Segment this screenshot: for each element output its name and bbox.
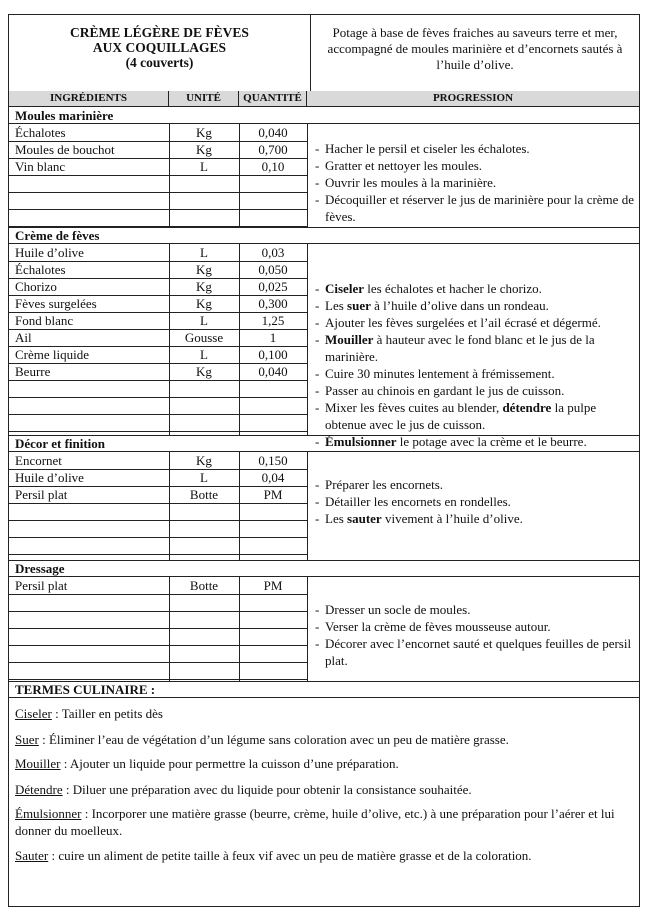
ingredient-row xyxy=(9,594,307,612)
progression-steps xyxy=(315,601,635,669)
ingredient-unit: Kg xyxy=(196,279,212,294)
progression-step xyxy=(315,191,635,225)
term-definition xyxy=(15,705,633,722)
ingredient-name: Ail xyxy=(15,330,32,345)
ingredient-unit: L xyxy=(200,245,208,260)
ingredient-name: Beurre xyxy=(15,364,51,379)
term-name: Sauter xyxy=(15,848,49,863)
ingredient-quantity: 0,025 xyxy=(258,279,288,294)
ingredient-row xyxy=(9,175,307,193)
term-definition xyxy=(15,781,633,798)
culinary-term: sauter xyxy=(347,511,382,526)
section-title: Crème de fèves xyxy=(9,227,639,244)
col-progression: PROGRESSION xyxy=(432,92,514,104)
ingredient-unit: Botte xyxy=(189,487,219,502)
ingredient-unit: Botte xyxy=(189,578,219,593)
ingredient-quantity: 0,050 xyxy=(258,262,288,277)
step-text: Hacher le persil et ciseler les échalotes. xyxy=(325,141,530,156)
term-text: cuire un aliment de petite taille à feux vif avec un peu de matière grasse et de la coloration. xyxy=(58,848,532,863)
culinary-term: suer xyxy=(347,298,371,313)
progression-step xyxy=(315,365,635,382)
ingredient-row xyxy=(9,346,307,364)
recipe-title-line2: AUX COQUILLAGES xyxy=(92,40,227,55)
ingredient-unit: L xyxy=(200,313,208,328)
ingredient-quantity: 0,04 xyxy=(261,470,285,485)
column-header-row xyxy=(9,91,639,107)
ingredient-row xyxy=(9,577,307,595)
term-definition xyxy=(15,755,633,772)
ingredient-name: Huile d’olive xyxy=(15,245,84,260)
progression-step xyxy=(315,331,635,365)
ingredient-unit: L xyxy=(200,347,208,362)
section-0 xyxy=(9,107,639,227)
term-separator: : xyxy=(60,756,70,771)
ingredient-row xyxy=(9,520,307,538)
ingredient-unit: Kg xyxy=(196,453,212,468)
ingredient-name: Vin blanc xyxy=(15,159,66,174)
column-divider xyxy=(307,244,308,435)
ingredient-unit: Kg xyxy=(196,262,212,277)
step-text: Les xyxy=(325,511,348,526)
terms-title: TERMES CULINAIRE : xyxy=(9,681,639,698)
ingredient-quantity: 0,100 xyxy=(258,347,288,362)
ingredient-unit: Kg xyxy=(196,364,212,379)
step-text: Détailler les encornets en rondelles. xyxy=(325,494,511,509)
recipe-title-line1: CRÈME LÉGÈRE DE FÈVES xyxy=(70,25,249,40)
term-text: Ajouter un liquide pour permettre la cuisson d’une préparation. xyxy=(69,756,399,771)
step-text: Ouvrir les moules à la marinière. xyxy=(325,175,497,190)
section-title: Dressage xyxy=(9,560,639,577)
progression-step xyxy=(315,618,635,635)
term-separator: : xyxy=(38,732,49,747)
col-unit: UNITÉ xyxy=(169,91,239,106)
term-separator: : xyxy=(62,782,73,797)
progression-step xyxy=(315,297,635,314)
ingredient-row xyxy=(9,662,307,680)
term-definition xyxy=(15,731,633,748)
column-divider xyxy=(307,577,308,681)
ingredient-name: Persil plat xyxy=(15,578,68,593)
section-title: Moules marinière xyxy=(9,107,639,124)
ingredient-name: Échalotes xyxy=(15,262,66,277)
recipe-description: Potage à base de fèves fraiches au saveurs terre et mer, accompagné de moules marinière et d’encornets sautés à l’huile d’olive. xyxy=(327,25,623,72)
ingredient-name: Fèves surgelées xyxy=(15,296,97,311)
ingredient-row xyxy=(9,397,307,415)
progression-step xyxy=(315,280,635,297)
recipe-sheet xyxy=(8,14,640,907)
ingredient-name: Huile d’olive xyxy=(15,470,84,485)
ingredient-row xyxy=(9,312,307,330)
progression-step xyxy=(315,314,635,331)
ingredient-row xyxy=(9,141,307,159)
ingredient-row xyxy=(9,209,307,227)
culinary-term: Ciseler xyxy=(325,281,364,296)
step-text: le potage avec la crème et le beurre. xyxy=(396,434,587,449)
step-text: les échalotes et hacher le chorizo. xyxy=(363,281,542,296)
ingredient-row xyxy=(9,278,307,296)
progression-step xyxy=(315,157,635,174)
recipe-title-block xyxy=(9,15,311,91)
section-3 xyxy=(9,560,639,681)
step-text: Mixer les fèves cuites au blender, xyxy=(325,400,503,415)
progression-steps xyxy=(315,476,635,527)
term-name: Mouiller xyxy=(15,756,61,771)
ingredient-quantity: PM xyxy=(263,487,283,502)
ingredient-row xyxy=(9,158,307,176)
ingredient-quantity: 0,040 xyxy=(258,364,288,379)
recipe-header xyxy=(9,15,639,92)
step-text: Décoquiller et réserver le jus de marinière pour la crème de fèves. xyxy=(325,192,634,224)
progression-step xyxy=(315,174,635,191)
ingredient-unit: Gousse xyxy=(184,330,224,345)
culinary-term: Mouiller xyxy=(325,332,374,347)
ingredient-quantity: 0,300 xyxy=(258,296,288,311)
culinary-term: Émulsionner xyxy=(325,434,397,449)
term-separator: : xyxy=(81,806,92,821)
term-text: Tailler en petits dès xyxy=(61,706,163,721)
ingredient-name: Crème liquide xyxy=(15,347,90,362)
ingredient-name: Échalotes xyxy=(15,125,66,140)
term-name: Ciseler xyxy=(15,706,52,721)
term-definition xyxy=(15,805,633,839)
column-divider xyxy=(307,124,308,227)
section-body xyxy=(9,577,639,682)
progression-step xyxy=(315,399,635,433)
col-ingredients: INGRÉDIENTS xyxy=(9,91,169,106)
term-name: Suer xyxy=(15,732,39,747)
ingredient-row xyxy=(9,295,307,313)
progression-step xyxy=(315,635,635,669)
step-text: Ajouter les fèves surgelées et l’ail écrasé et dégermé. xyxy=(325,315,601,330)
ingredient-quantity: 1 xyxy=(269,330,277,345)
ingredient-quantity: 0,150 xyxy=(258,453,288,468)
term-definition xyxy=(15,847,633,864)
progression-steps xyxy=(315,140,635,225)
ingredient-row xyxy=(9,645,307,663)
culinary-term: détendre xyxy=(502,400,552,415)
ingredient-quantity: PM xyxy=(263,578,283,593)
step-text: la pulpe obtenue avec le jus de cuisson. xyxy=(325,400,597,432)
ingredient-unit: Kg xyxy=(196,142,212,157)
ingredient-unit: L xyxy=(200,159,208,174)
step-text: Passer au chinois en gardant le jus de cuisson. xyxy=(325,383,565,398)
ingredient-row xyxy=(9,363,307,381)
ingredient-quantity: 0,10 xyxy=(261,159,285,174)
step-text: vivement à l’huile d’olive. xyxy=(381,511,523,526)
recipe-servings: (4 couverts) xyxy=(125,55,194,70)
ingredient-row xyxy=(9,503,307,521)
ingredient-name: Moules de bouchot xyxy=(15,142,115,157)
step-text: à hauteur avec le fond blanc et le jus de la marinière. xyxy=(325,332,595,364)
section-body xyxy=(9,124,639,228)
ingredient-row xyxy=(9,486,307,504)
ingredient-unit: Kg xyxy=(196,296,212,311)
progression-step xyxy=(315,140,635,157)
ingredient-quantity: 1,25 xyxy=(261,313,285,328)
step-text: Dresser un socle de moules. xyxy=(325,602,471,617)
ingredient-unit: L xyxy=(200,470,208,485)
ingredient-row xyxy=(9,380,307,398)
ingredient-row xyxy=(9,192,307,210)
term-text: Incorporer une matière grasse (beurre, crème, huile d’olive, etc.) à une préparation pour l’aérer et lui donner du moelleux. xyxy=(15,806,615,838)
step-text: à l’huile d’olive dans un rondeau. xyxy=(370,298,549,313)
ingredient-row xyxy=(9,244,307,262)
ingredient-row xyxy=(9,414,307,432)
term-separator: : xyxy=(48,848,59,863)
step-text: Les xyxy=(325,298,348,313)
ingredient-row xyxy=(9,261,307,279)
term-name: Détendre xyxy=(15,782,63,797)
term-name: Émulsionner xyxy=(15,806,82,821)
progression-step xyxy=(315,601,635,618)
ingredient-row xyxy=(9,452,307,470)
ingredient-row xyxy=(9,628,307,646)
ingredient-row xyxy=(9,469,307,487)
ingredient-row xyxy=(9,611,307,629)
step-text: Préparer les encornets. xyxy=(325,477,444,492)
ingredient-name: Persil plat xyxy=(15,487,68,502)
step-text: Décorer avec l’encornet sauté et quelques feuilles de persil plat. xyxy=(325,636,632,668)
ingredient-quantity: 0,040 xyxy=(258,125,288,140)
section-2 xyxy=(9,435,639,560)
step-text: Verser la crème de fèves mousseuse autour. xyxy=(325,619,551,634)
term-text: Éliminer l’eau de végétation d’un légume sans coloration avec un peu de matière grasse. xyxy=(48,732,509,747)
ingredient-name: Encornet xyxy=(15,453,62,468)
progression-step xyxy=(315,382,635,399)
progression-step xyxy=(315,510,635,527)
term-text: Diluer une préparation avec du liquide pour obtenir la consistance souhaitée. xyxy=(72,782,472,797)
ingredient-unit: Kg xyxy=(196,125,212,140)
ingredient-name: Fond blanc xyxy=(15,313,74,328)
ingredient-quantity: 0,03 xyxy=(261,245,285,260)
progression-steps xyxy=(315,280,635,450)
ingredient-row xyxy=(9,537,307,555)
ingredient-name: Chorizo xyxy=(15,279,57,294)
progression-step xyxy=(315,476,635,493)
term-separator: : xyxy=(51,706,62,721)
section-title: Décor et finition xyxy=(9,435,639,452)
col-quantity: QUANTITÉ xyxy=(239,91,307,106)
column-divider xyxy=(307,452,308,560)
section-body xyxy=(9,452,639,561)
ingredient-row xyxy=(9,124,307,142)
ingredient-row xyxy=(9,329,307,347)
step-text: Gratter et nettoyer les moules. xyxy=(325,158,483,173)
ingredient-quantity: 0,700 xyxy=(258,142,288,157)
progression-step xyxy=(315,493,635,510)
step-text: Cuire 30 minutes lentement à frémissement. xyxy=(325,366,555,381)
